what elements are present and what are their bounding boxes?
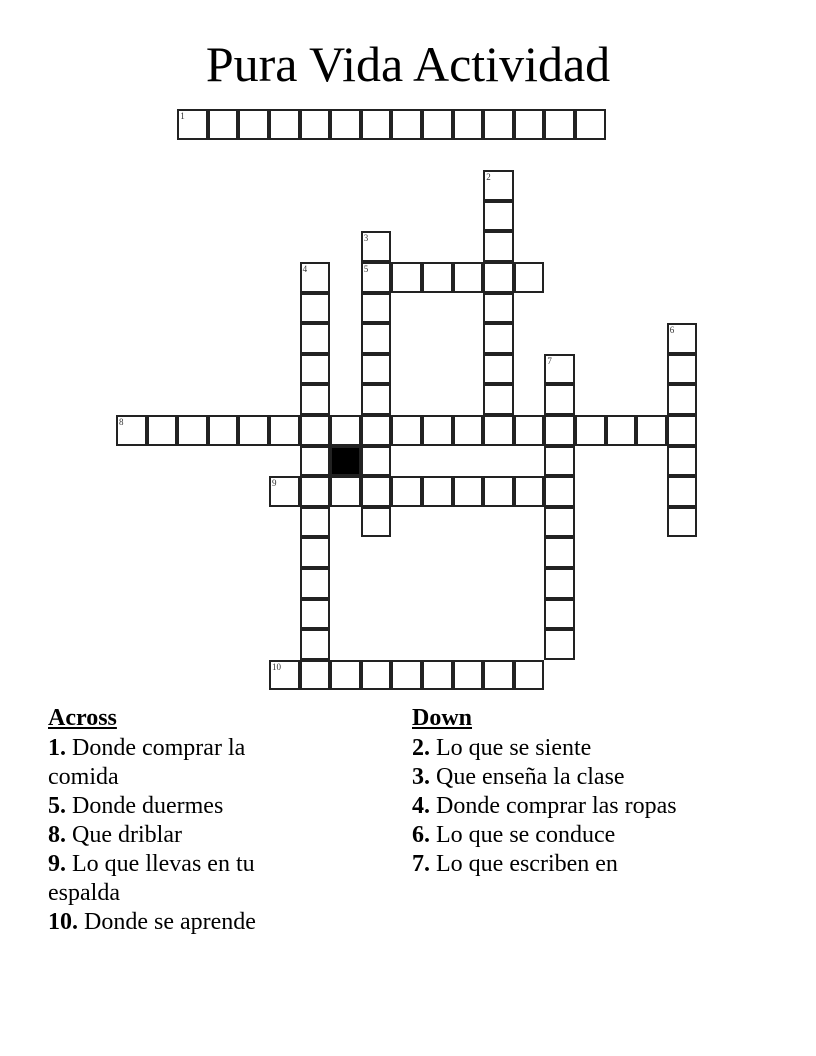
grid-cell[interactable] <box>422 415 453 446</box>
grid-cell[interactable] <box>300 446 331 477</box>
grid-cell[interactable] <box>361 415 392 446</box>
grid-cell[interactable] <box>544 629 575 660</box>
grid-cell[interactable] <box>330 415 361 446</box>
cell-number: 2 <box>486 172 491 183</box>
grid-cell[interactable] <box>391 476 422 507</box>
grid-cell[interactable] <box>361 446 392 477</box>
grid-cell[interactable] <box>636 415 667 446</box>
grid-cell[interactable] <box>300 568 331 599</box>
grid-cell[interactable] <box>300 537 331 568</box>
grid-cell[interactable] <box>330 476 361 507</box>
grid-cell[interactable] <box>300 354 331 385</box>
grid-cell[interactable] <box>544 415 575 446</box>
grid-cell[interactable] <box>483 415 514 446</box>
cell-number: 10 <box>272 661 281 672</box>
grid-cell[interactable] <box>453 109 484 140</box>
clue-down-3 <box>412 763 752 792</box>
grid-cell[interactable] <box>483 262 514 293</box>
down-clues <box>412 704 752 879</box>
grid-cell[interactable] <box>483 293 514 324</box>
grid-cell[interactable] <box>575 415 606 446</box>
grid-cell[interactable] <box>300 507 331 538</box>
grid-cell[interactable] <box>391 660 422 691</box>
grid-cell[interactable] <box>544 537 575 568</box>
cell-number: 7 <box>547 355 552 366</box>
grid-cell[interactable] <box>422 262 453 293</box>
clue-number: 4. <box>412 793 430 819</box>
clue-down-7 <box>412 850 752 879</box>
grid-cell[interactable] <box>667 323 698 354</box>
cell-number: 8 <box>119 417 124 427</box>
grid-cell[interactable] <box>483 323 514 354</box>
grid-cell[interactable] <box>361 109 392 140</box>
clue-number: 7. <box>412 851 430 877</box>
cell-number: 6 <box>669 325 675 336</box>
grid-cell[interactable] <box>300 384 331 415</box>
grid-cell[interactable] <box>514 262 545 293</box>
grid-cell[interactable] <box>116 415 147 446</box>
clue-across-10 <box>48 908 308 937</box>
grid-cell[interactable] <box>177 415 208 446</box>
grid-cell[interactable] <box>361 660 392 691</box>
grid-cell[interactable] <box>544 568 575 599</box>
grid-cell[interactable] <box>483 170 514 201</box>
clue-text: Donde comprar las ropas <box>436 793 677 819</box>
clue-text: Donde comprar la comida <box>48 735 246 790</box>
grid-cell[interactable] <box>667 476 698 507</box>
grid-cell[interactable] <box>330 109 361 140</box>
grid-cell[interactable] <box>300 415 331 446</box>
clue-number: 9. <box>48 851 66 877</box>
grid-cell[interactable] <box>391 415 422 446</box>
cell-number: 4 <box>302 264 308 274</box>
clue-number: 6. <box>412 822 430 848</box>
grid-cell[interactable] <box>483 201 514 232</box>
grid-cell[interactable] <box>208 415 239 446</box>
grid-cell[interactable] <box>300 629 331 660</box>
grid-cell[interactable] <box>606 415 637 446</box>
grid-cell[interactable] <box>483 476 514 507</box>
clue-down-6 <box>412 821 752 850</box>
grid-cell[interactable] <box>391 109 422 140</box>
grid-cell[interactable] <box>391 262 422 293</box>
down-heading: Down <box>412 705 473 731</box>
grid-cell[interactable] <box>514 415 545 446</box>
grid-cell[interactable] <box>514 476 545 507</box>
cell-number: 9 <box>272 478 277 489</box>
grid-cell[interactable] <box>300 476 331 507</box>
clue-text: Que enseña la clase <box>436 764 625 790</box>
grid-cell[interactable] <box>514 109 545 140</box>
clue-down-2 <box>412 734 752 763</box>
grid-cell[interactable] <box>361 262 392 293</box>
grid-cell[interactable] <box>361 384 392 415</box>
grid-cell[interactable] <box>269 476 300 507</box>
grid-cell[interactable] <box>269 660 300 691</box>
clue-number: 10. <box>48 909 78 935</box>
grid-cell[interactable] <box>667 384 698 415</box>
grid-cell[interactable] <box>483 384 514 415</box>
page-title: Pura Vida Actividad <box>205 36 611 92</box>
grid-cell[interactable] <box>300 109 331 140</box>
grid-cell[interactable] <box>453 476 484 507</box>
clue-text: Lo que se siente <box>436 735 592 761</box>
grid-cell[interactable] <box>667 446 698 477</box>
grid-cell[interactable] <box>483 354 514 385</box>
grid-cell[interactable] <box>361 476 392 507</box>
clue-text: Lo que llevas en tu espalda <box>48 851 255 906</box>
black-cell <box>330 446 361 477</box>
grid-cell[interactable] <box>483 231 514 262</box>
grid-cell[interactable] <box>667 415 698 446</box>
grid-cell[interactable] <box>269 109 300 140</box>
cell-number: 1 <box>180 111 185 121</box>
clue-text: Lo que se conduce <box>436 822 616 848</box>
clue-across-8 <box>48 821 308 850</box>
grid-cell[interactable] <box>422 109 453 140</box>
grid-cell[interactable] <box>544 354 575 385</box>
clue-number: 1. <box>48 735 66 761</box>
grid-cell[interactable] <box>208 109 239 140</box>
grid-cell[interactable] <box>238 109 269 140</box>
grid-cell[interactable] <box>514 660 545 691</box>
grid-cell[interactable] <box>422 660 453 691</box>
grid-cell[interactable] <box>300 262 331 293</box>
clue-text: Que driblar <box>72 822 182 848</box>
clue-text: Donde se aprende <box>84 909 256 935</box>
across-clues <box>48 704 308 937</box>
grid-cell[interactable] <box>300 660 331 691</box>
clue-number: 2. <box>412 735 430 761</box>
clue-number: 8. <box>48 822 66 848</box>
grid-cell[interactable] <box>361 507 392 538</box>
grid-cell[interactable] <box>544 476 575 507</box>
grid-cell[interactable] <box>544 507 575 538</box>
grid-cell[interactable] <box>667 354 698 385</box>
grid-cell[interactable] <box>453 660 484 691</box>
grid-cell[interactable] <box>544 599 575 630</box>
grid-cell[interactable] <box>300 293 331 324</box>
grid-cell[interactable] <box>453 415 484 446</box>
cell-number: 3 <box>363 233 369 244</box>
grid-cell[interactable] <box>269 415 300 446</box>
across-heading: Across <box>48 705 117 731</box>
grid-cell[interactable] <box>361 293 392 324</box>
clue-text: Donde duermes <box>72 793 224 819</box>
grid-cell[interactable] <box>422 476 453 507</box>
clue-down-4 <box>412 792 752 821</box>
grid-cell[interactable] <box>361 323 392 354</box>
clue-number: 5. <box>48 793 66 819</box>
grid-cell[interactable] <box>453 262 484 293</box>
grid-cell[interactable] <box>361 231 392 262</box>
grid-cell[interactable] <box>147 415 178 446</box>
grid-cell[interactable] <box>544 109 575 140</box>
grid-cell[interactable] <box>667 507 698 538</box>
grid-cell[interactable] <box>300 599 331 630</box>
clue-across-5 <box>48 792 308 821</box>
grid-cell[interactable] <box>300 323 331 354</box>
grid-cell[interactable] <box>330 660 361 691</box>
clue-across-1 <box>48 734 308 792</box>
grid-cell[interactable] <box>483 660 514 691</box>
clue-text: Lo que escriben en <box>436 851 618 877</box>
grid-cell[interactable] <box>575 109 606 140</box>
grid-cell[interactable] <box>238 415 269 446</box>
clue-across-9 <box>48 850 308 908</box>
clue-number: 3. <box>412 764 430 790</box>
cell-number: 5 <box>363 264 369 274</box>
grid-cell[interactable] <box>483 109 514 140</box>
grid-cell[interactable] <box>361 354 392 385</box>
grid-cell[interactable] <box>177 109 208 140</box>
grid-cell[interactable] <box>544 384 575 415</box>
grid-cell[interactable] <box>544 446 575 477</box>
